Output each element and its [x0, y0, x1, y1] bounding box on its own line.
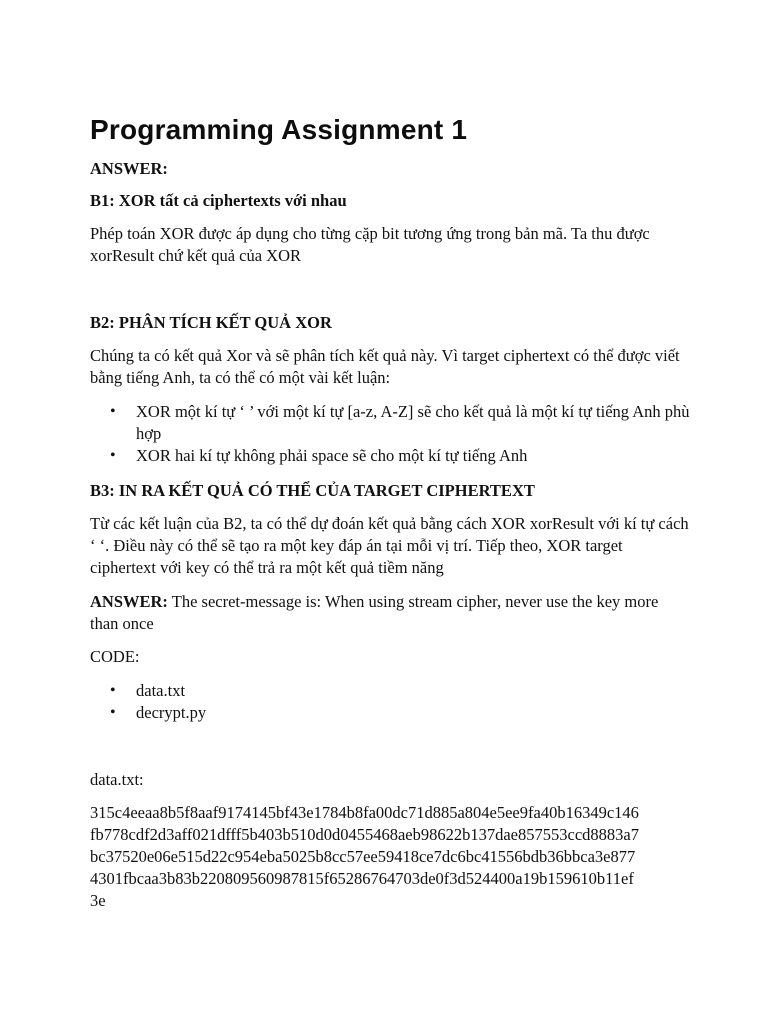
list-item: • data.txt — [90, 680, 690, 702]
code-label: CODE: — [90, 647, 140, 666]
b2-heading: B2: PHÂN TÍCH KẾT QUẢ XOR — [90, 313, 332, 332]
hex-line: 315c4eeaa8b5f8aaf9174145bf43e1784b8fa00dc71d885a804e5ee9fa40b16349c146 — [90, 803, 639, 822]
hex-line: 4301fbcaa3b83b220809560987815f65286764703de0f3d524400a19b159610b11ef — [90, 869, 634, 888]
page-title: Programming Assignment 1 — [90, 114, 468, 145]
answer-paragraph — [90, 591, 690, 635]
hex-line: bc37520e06e515d22c954eba5025b8cc57ee59418ce7dc6bc41556bdb36bbca3e877 — [90, 847, 636, 866]
code-file-list — [90, 680, 690, 724]
list-item: • XOR một kí tự ‘ ’ với một kí tự [a-z, A-Z] sẽ cho kết quả là một kí tự tiếng Anh phù hợp — [90, 401, 690, 445]
list-item: • XOR hai kí tự không phải space sẽ cho một kí tự tiếng Anh — [90, 445, 690, 467]
b1-heading: B1: XOR tất cả ciphertexts với nhau — [90, 191, 347, 210]
list-item: • decrypt.py — [90, 702, 690, 724]
answer-text: The secret-message is: When using stream cipher, never use the key more than once — [90, 592, 659, 633]
hex-line: fb778cdf2d3aff021dfff5b403b510d0d0455468aeb98622b137dae857553ccd8883a7 — [90, 825, 639, 844]
data-txt-label: data.txt: — [90, 770, 144, 789]
answer-heading: ANSWER: — [90, 159, 168, 178]
hex-data-block — [90, 802, 690, 912]
b2-bullet-list — [90, 401, 690, 467]
b2-paragraph: Chúng ta có kết quả Xor và sẽ phân tích kết quả này. Vì target ciphertext có thể được viết bằng tiếng Anh, ta có thể có một vài kết luận: — [90, 346, 680, 387]
answer-label: ANSWER: — [90, 592, 168, 611]
b3-heading: B3: IN RA KẾT QUẢ CÓ THỂ CỦA TARGET CIPHERTEXT — [90, 481, 535, 500]
b1-paragraph: Phép toán XOR được áp dụng cho từng cặp bit tương ứng trong bản mã. Ta thu được xorResult chứ kết quả của XOR — [90, 224, 650, 265]
hex-line: 3e — [90, 891, 106, 910]
b3-paragraph: Từ các kết luận của B2, ta có thể dự đoán kết quả bằng cách XOR xorResult với kí tự cách ‘ ‘. Điều này có thể sẽ tạo ra một key đáp án tại mỗi vị trí. Tiếp theo, XOR target ciphertext với key có thể trả ra một kết quả tiềm năng — [90, 514, 689, 577]
